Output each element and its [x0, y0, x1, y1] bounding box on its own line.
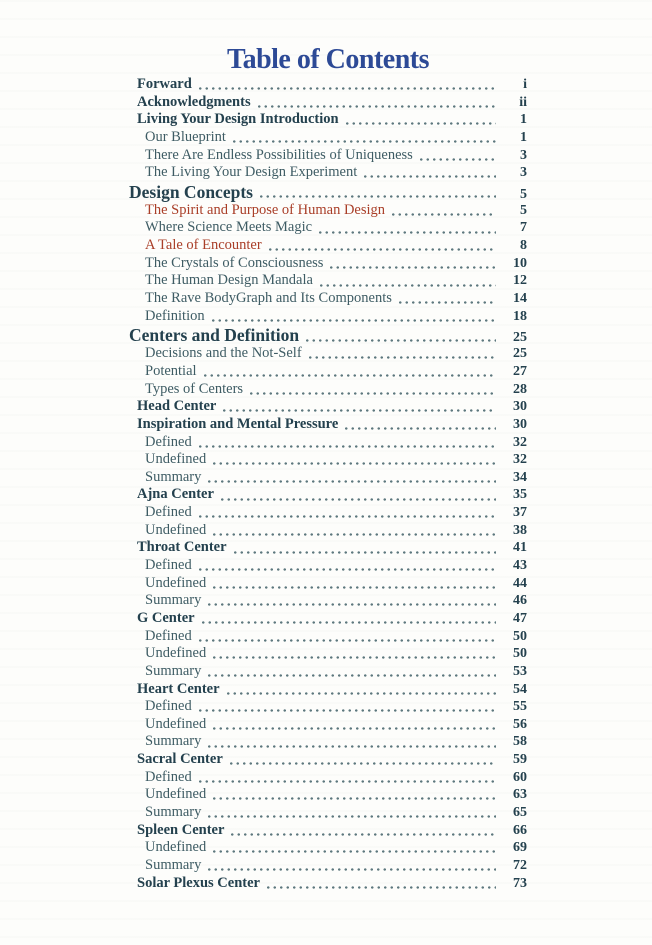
toc-entry-label: Definition: [145, 307, 205, 324]
dot-leader: [390, 202, 496, 216]
dot-leader: [206, 733, 496, 747]
toc-entry: [129, 219, 527, 237]
toc-entry-page: 32: [513, 452, 527, 468]
dot-leader: [210, 308, 496, 322]
toc-entry-label: Defined: [145, 504, 192, 521]
dot-leader: [307, 345, 496, 359]
dot-leader: [211, 839, 496, 853]
toc-entry-label: Defined: [145, 433, 192, 450]
toc-entry-label: Summary: [145, 856, 202, 873]
toc-entry-label: Solar Plexus Center: [137, 874, 260, 891]
toc-entry-page: 12: [513, 273, 527, 289]
toc-entry: [129, 575, 527, 593]
toc-entry-label: Summary: [145, 662, 202, 679]
toc-entry-label: Defined: [145, 557, 192, 574]
toc-entry: [129, 769, 527, 787]
toc-entry: [129, 751, 527, 769]
toc-entry: [129, 504, 527, 522]
toc-entry: [129, 434, 527, 452]
toc-entry-label: Ajna Center: [137, 486, 214, 503]
toc-entry-label: Where Science Meets Magic: [145, 219, 313, 236]
toc-entry-label: Living Your Design Introduction: [137, 111, 339, 128]
toc-entry: [129, 381, 527, 399]
toc-entry: [129, 522, 527, 540]
dot-leader: [304, 325, 496, 342]
toc-entry: [129, 325, 527, 345]
dot-leader: [362, 164, 496, 178]
toc-entry-page: 32: [513, 434, 527, 450]
dot-leader: [211, 522, 496, 536]
toc-entry-page: 5: [520, 186, 527, 202]
toc-entry-page: 18: [513, 308, 527, 324]
toc-entry-label: The Living Your Design Experiment: [145, 164, 358, 181]
toc-entry: [129, 308, 527, 326]
toc-entry-page: 25: [513, 330, 527, 346]
toc-entry: [129, 76, 527, 94]
toc-entry: [129, 716, 527, 734]
toc-entry-page: 73: [513, 875, 527, 891]
toc-entry: [129, 255, 527, 273]
toc-entry-page: 3: [520, 165, 527, 181]
toc-entry-label: Defined: [145, 698, 192, 715]
dot-leader: [265, 875, 496, 889]
toc-entry: [129, 272, 527, 290]
toc-entry-label: A Tale of Encounter: [145, 237, 262, 254]
toc-entry-label: Potential: [145, 362, 197, 379]
toc-entry-page: 53: [513, 663, 527, 679]
toc-entry-page: 56: [513, 716, 527, 732]
toc-entry: [129, 592, 527, 610]
toc-entry-label: The Human Design Mandala: [145, 272, 313, 289]
toc-entry: [129, 610, 527, 628]
toc-entry: [129, 786, 527, 804]
dot-leader: [228, 751, 496, 765]
toc-entry: [129, 628, 527, 646]
dot-leader: [211, 786, 496, 800]
toc-entry: [129, 111, 527, 129]
dot-leader: [258, 182, 496, 199]
dot-leader: [206, 592, 496, 606]
toc-entry-label: Undefined: [145, 645, 207, 662]
toc-entry-label: There Are Endless Possibilities of Uniqueness: [145, 146, 413, 163]
dot-leader: [211, 451, 496, 465]
toc-entry-label: Undefined: [145, 451, 207, 468]
toc-entry-page: 30: [513, 399, 527, 415]
toc-entry-page: 3: [520, 147, 527, 163]
toc-entry-label: Summary: [145, 468, 202, 485]
dot-leader: [200, 610, 496, 624]
toc-entry: [129, 698, 527, 716]
toc-entry-label: Our Blueprint: [145, 128, 226, 145]
toc-entry: [129, 839, 527, 857]
dot-leader: [225, 681, 496, 695]
toc-entry: [129, 663, 527, 681]
toc-entry-page: 50: [513, 646, 527, 662]
toc-entry-label: The Crystals of Consciousness: [145, 254, 324, 271]
toc-entry-label: Summary: [145, 733, 202, 750]
toc-entry-label: Inspiration and Mental Pressure: [137, 415, 339, 432]
dot-leader: [344, 111, 496, 125]
toc-entry-label: Forward: [137, 76, 192, 92]
toc-entry: [129, 416, 527, 434]
toc-entry-page: 69: [513, 840, 527, 856]
dot-leader: [211, 575, 496, 589]
toc-entry-page: 10: [513, 255, 527, 271]
toc-entry-label: G Center: [137, 609, 195, 626]
dot-leader: [231, 129, 496, 143]
dot-leader: [206, 804, 496, 818]
dot-leader: [197, 628, 496, 642]
toc-entry-page: 58: [513, 734, 527, 750]
dot-leader: [197, 769, 496, 783]
toc-entry-page: 28: [513, 381, 527, 397]
toc-entry: [129, 733, 527, 751]
toc-entry-page: 59: [513, 752, 527, 768]
toc-entry-page: 27: [513, 363, 527, 379]
dot-leader: [202, 363, 496, 377]
toc-entry: [129, 398, 527, 416]
toc-entry-label: Undefined: [145, 574, 207, 591]
dot-leader: [318, 272, 496, 286]
toc-entry: [129, 237, 527, 255]
dot-leader: [206, 663, 496, 677]
toc-entry-page: 1: [520, 112, 527, 128]
toc-entry-page: 54: [513, 681, 527, 697]
toc-entry: [129, 822, 527, 840]
toc-entry: [129, 645, 527, 663]
toc-entry-label: Undefined: [145, 786, 207, 803]
dot-leader: [267, 237, 496, 251]
dot-leader: [197, 557, 496, 571]
toc-entry-page: 1: [520, 129, 527, 145]
dot-leader: [328, 255, 496, 269]
toc-entry: [129, 469, 527, 487]
dot-leader: [317, 219, 496, 233]
toc-entry-page: 41: [513, 540, 527, 556]
toc-entry-page: 72: [513, 857, 527, 873]
toc-entry-page: 66: [513, 822, 527, 838]
toc-entry-page: 5: [520, 202, 527, 218]
toc-entry: [129, 363, 527, 381]
dot-leader: [197, 698, 496, 712]
toc-entry: [129, 202, 527, 220]
dot-leader: [219, 486, 496, 500]
toc-entry: [129, 875, 527, 893]
toc-entry: [129, 857, 527, 875]
toc-entry-label: Throat Center: [137, 539, 227, 556]
toc-entry-page: i: [523, 77, 527, 92]
toc-entry-label: Design Concepts: [129, 181, 253, 202]
toc-entry-page: 60: [513, 769, 527, 785]
toc-entry-label: Spleen Center: [137, 821, 225, 838]
toc-entry-label: Undefined: [145, 715, 207, 732]
dot-leader: [343, 416, 496, 430]
toc-entry: [129, 147, 527, 165]
toc-entry-label: Defined: [145, 627, 192, 644]
toc-entry: [129, 486, 527, 504]
toc-entry: [129, 164, 527, 182]
dot-leader: [197, 76, 496, 90]
toc-entry-page: 25: [513, 346, 527, 362]
toc-entry-label: Summary: [145, 803, 202, 820]
toc-entry-label: Centers and Definition: [129, 325, 300, 346]
toc-entry: [129, 94, 527, 112]
toc-entry-label: The Rave BodyGraph and Its Components: [145, 290, 392, 307]
toc-entry: [129, 451, 527, 469]
toc-entry: [129, 681, 527, 699]
dot-leader: [397, 290, 496, 304]
toc-entry-label: The Spirit and Purpose of Human Design: [145, 201, 386, 218]
toc-entry-page: 14: [513, 291, 527, 307]
toc-entry: [129, 345, 527, 363]
dot-leader: [232, 539, 496, 553]
dot-leader: [206, 857, 496, 871]
toc-entry-page: ii: [519, 94, 527, 110]
toc-entry-page: 50: [513, 628, 527, 644]
dot-leader: [221, 398, 496, 412]
toc-entry-page: 47: [513, 610, 527, 626]
toc-entry-page: 8: [520, 238, 527, 254]
dot-leader: [197, 504, 496, 518]
toc-entry-page: 35: [513, 487, 527, 503]
toc-entry-label: Head Center: [137, 398, 217, 415]
dot-leader: [197, 434, 496, 448]
toc-entry-page: 63: [513, 787, 527, 803]
toc-entry-label: Types of Centers: [145, 380, 244, 397]
toc-entry-page: 43: [513, 558, 527, 574]
toc-entry: [129, 804, 527, 822]
toc-entry-page: 30: [513, 416, 527, 432]
dot-leader: [206, 469, 496, 483]
toc-entry-label: Undefined: [145, 839, 207, 856]
toc-entry: [129, 557, 527, 575]
toc-entry-label: Sacral Center: [137, 751, 223, 768]
toc-entry-page: 37: [513, 505, 527, 521]
toc-entry-page: 46: [513, 593, 527, 609]
dot-leader: [418, 147, 496, 161]
dot-leader: [211, 645, 496, 659]
toc-list: [129, 76, 527, 892]
toc-entry-label: Decisions and the Not-Self: [145, 345, 302, 362]
toc-entry-page: 38: [513, 522, 527, 538]
dot-leader: [248, 381, 496, 395]
toc-entry-label: Acknowledgments: [137, 93, 251, 110]
dot-leader: [256, 94, 496, 108]
toc-entry-label: Summary: [145, 592, 202, 609]
toc-entry: [129, 290, 527, 308]
toc-entry-label: Defined: [145, 768, 192, 785]
toc-entry-label: Undefined: [145, 521, 207, 538]
toc-entry-page: 65: [513, 804, 527, 820]
toc-entry-page: 34: [513, 469, 527, 485]
dot-leader: [211, 716, 496, 730]
toc-entry: [129, 182, 527, 202]
toc-entry-page: 55: [513, 699, 527, 715]
toc-entry-label: Heart Center: [137, 680, 220, 697]
toc-entry: [129, 129, 527, 147]
toc-entry: [129, 539, 527, 557]
toc-entry-page: 44: [513, 575, 527, 591]
page-title: Table of Contents: [226, 44, 430, 75]
dot-leader: [229, 822, 496, 836]
toc-entry-page: 7: [520, 220, 527, 236]
